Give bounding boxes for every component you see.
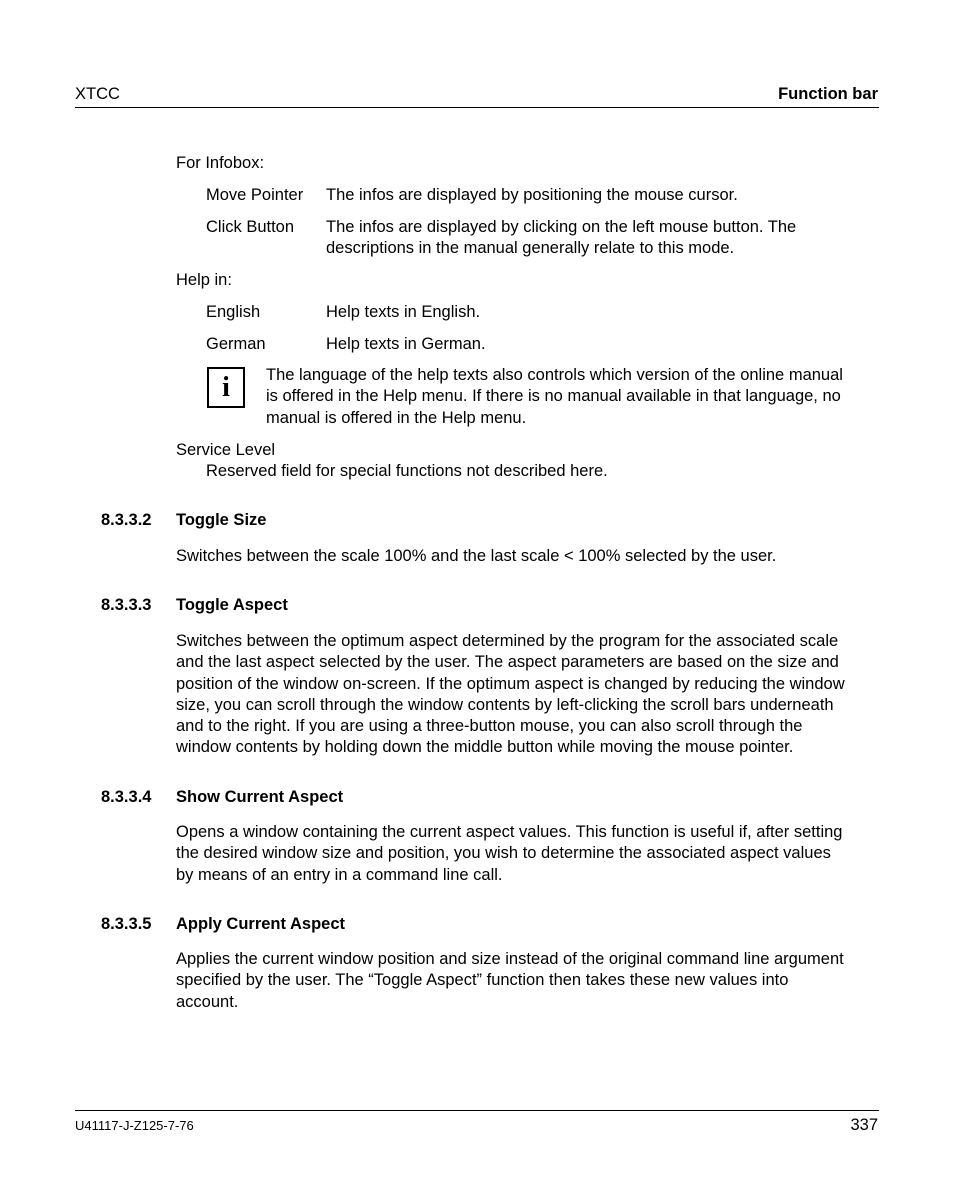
desc-english: Help texts in English. — [326, 303, 481, 321]
section-body: Switches between the optimum aspect determined by the program for the associated scale and the last aspect selected by the user. The aspect parameters are based on the size and position of the window on-screen. If the optimum aspect is changed by reducing the window size, you can scroll through the window contents by left-clicking the scroll bars underneath and to the right. If you are using a three-button mouse, you can also scroll through the window contents by holding down the middle button while moving the mouse pointer. — [176, 632, 845, 757]
section-body: Opens a window containing the current aspect values. This function is useful if, after setting the desired window size and position, you wish to determine the associated aspect values by means of an entry in a command line call. — [176, 823, 843, 884]
note-text: The language of the help texts also controls which version of the online manual is offered in the Help menu. If there is no manual available in that language, no manual is offered in the Help menu. — [266, 366, 843, 427]
info-icon-glyph: i — [222, 372, 230, 403]
desc-move-pointer: The infos are displayed by positioning the mouse cursor. — [326, 186, 738, 204]
section-title: Apply Current Aspect — [176, 915, 345, 933]
term-german: German — [206, 335, 266, 353]
term-english: English — [206, 303, 261, 321]
header-chapter-title: Function bar — [778, 85, 878, 103]
section-title: Show Current Aspect — [176, 788, 344, 806]
section-title: Toggle Aspect — [176, 596, 288, 614]
section-number: 8.3.3.4 — [101, 788, 152, 806]
header-rule — [75, 107, 879, 108]
section-number: 8.3.3.3 — [101, 596, 152, 614]
header-doc-title: XTCC — [75, 85, 120, 103]
section-title: Toggle Size — [176, 511, 267, 529]
term-click-button: Click Button — [206, 218, 295, 236]
section-number: 8.3.3.5 — [101, 915, 152, 933]
footer-doc-id: U41117-J-Z125-7-76 — [75, 1118, 194, 1133]
term-move-pointer: Move Pointer — [206, 186, 304, 204]
section-number: 8.3.3.2 — [101, 511, 152, 529]
help-label: Help in: — [176, 271, 232, 289]
desc-click-button: The infos are displayed by clicking on the left mouse button. The descriptions in the manual generally relate to this mode. — [326, 218, 797, 258]
info-icon — [207, 367, 245, 408]
infobox-label: For Infobox: — [176, 154, 265, 172]
section-body: Applies the current window position and size instead of the original command line argument specified by the user. The “Toggle Aspect” function then takes these new values into account. — [176, 950, 844, 1011]
term-service-level: Service Level — [176, 441, 276, 459]
desc-service-level: Reserved field for special functions not described here. — [206, 462, 608, 480]
page-number: 337 — [850, 1116, 878, 1134]
desc-german: Help texts in German. — [326, 335, 486, 353]
footer-rule — [75, 1110, 879, 1111]
section-body: Switches between the scale 100% and the last scale < 100% selected by the user. — [176, 547, 777, 565]
